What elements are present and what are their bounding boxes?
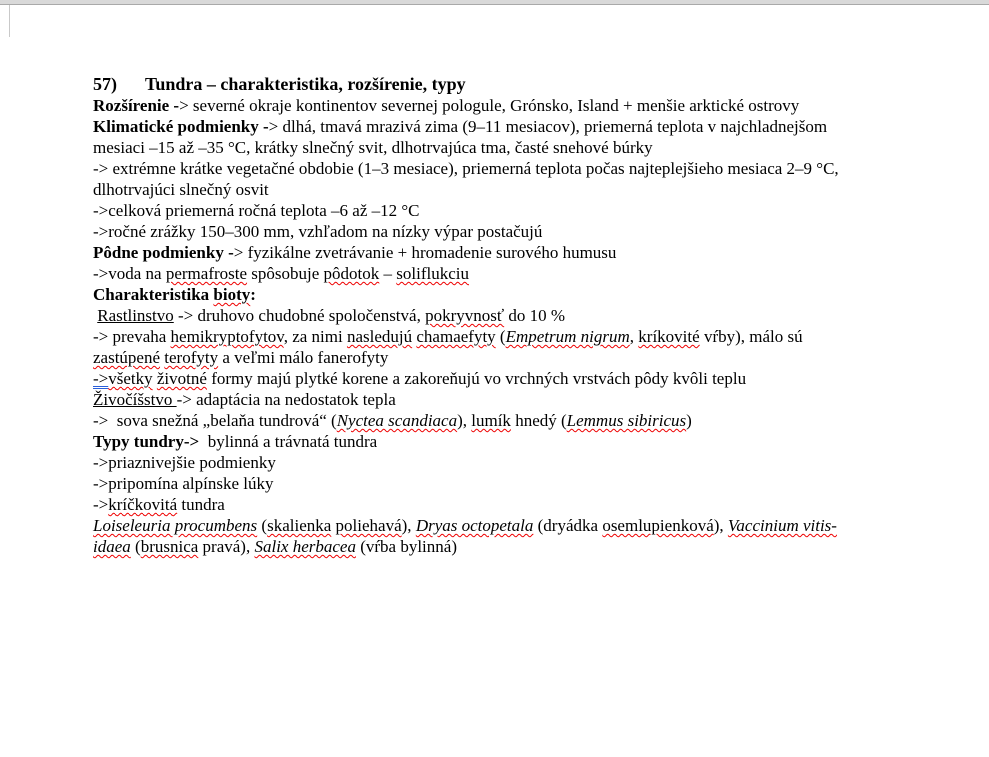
text-segment: -> adaptácia na nedostatok tepla [176, 390, 396, 409]
text-segment: pokryvnosť [425, 306, 505, 325]
text-segment: 57) [93, 74, 117, 94]
text-segment: -> druhovo chudobné spoločenstvá, [173, 306, 426, 325]
text-segment: ->voda na [93, 264, 166, 283]
text-segment: soliflukciu [396, 264, 469, 283]
text-line [93, 137, 943, 158]
text-segment: ( [495, 327, 506, 346]
text-segment: bylinná a trávnatá tundra [199, 432, 378, 451]
text-line [93, 389, 943, 410]
text-line [93, 179, 943, 200]
text-segment: pôdotok [323, 264, 380, 283]
text-segment: nasledujú [346, 327, 413, 346]
text-segment: : [250, 285, 256, 304]
text-segment: ->celková priemerná ročná teplota –6 až –12 °C [93, 201, 420, 220]
text-segment: Vaccinium vitis- [727, 516, 837, 535]
text-line [93, 473, 943, 494]
text-segment: životné [156, 369, 207, 388]
text-segment: – [379, 264, 397, 283]
text-segment: ), [457, 411, 472, 430]
text-segment: bioty [213, 285, 251, 304]
text-segment: ( [130, 537, 141, 556]
text-segment: Empetrum nigrum [505, 327, 630, 346]
text-segment: všetky [108, 369, 153, 388]
text-line [93, 284, 943, 305]
text-line [93, 347, 943, 368]
text-segment: ->ročné zrážky 150–300 mm, vzhľadom na nízky výpar postačujú [93, 222, 543, 241]
text-segment: -> [93, 495, 109, 514]
text-segment: brusnica [140, 537, 199, 556]
text-segment: dlhotrvajúci slnečný osvit [93, 180, 269, 199]
text-line [93, 452, 943, 473]
text-segment: Loiseleuria procumbens [93, 516, 258, 535]
text-segment: pravá), [198, 537, 255, 556]
text-segment: Salix herbacea [254, 537, 356, 556]
text-segment: (dryádka [533, 516, 603, 535]
text-segment: > fyzikálne zvetrávanie + hromadenie surového humusu [233, 243, 617, 262]
text-line [93, 326, 943, 347]
text-segment: lumík [471, 411, 511, 430]
text-segment: tundra [177, 495, 225, 514]
text-segment: hemikryptofytov [170, 327, 284, 346]
text-line [93, 158, 943, 179]
text-segment: vŕby), málo sú [699, 327, 803, 346]
text-segment: terofyty [164, 348, 219, 367]
text-segment: Charakteristika [93, 285, 214, 304]
text-segment: -> sova snežná „belaňa tundrová“ ( [93, 411, 337, 430]
text-segment: mesiaci –15 až –35 °C, krátky slnečný svit, dlhotrvajúca tma, časté snehové búrky [93, 138, 653, 157]
text-line [93, 536, 943, 557]
text-segment: Tundra – charakteristika, rozšírenie, typy [145, 74, 466, 94]
text-segment: Rozšírenie - [93, 96, 180, 115]
text-segment: chamaefyty [416, 327, 496, 346]
text-line [93, 221, 943, 242]
text-segment: ->priaznivejšie podmienky [93, 453, 276, 472]
text-segment: Živočíšstvo [93, 390, 177, 409]
text-segment: Rastlinstvo [97, 306, 174, 325]
text-segment: -> [93, 369, 109, 388]
text-segment: kríčkovitá [108, 495, 178, 514]
text-segment: do 10 % [504, 306, 566, 325]
text-segment: osemlupienková [602, 516, 714, 535]
text-segment: poliehavá [335, 516, 402, 535]
text-line [93, 263, 943, 284]
text-segment: , [629, 327, 639, 346]
text-segment: Klimatické podmienky - [93, 117, 269, 136]
text-segment: zastúpené [93, 348, 161, 367]
text-line [93, 95, 943, 116]
text-segment: hnedý ( [510, 411, 567, 430]
text-segment: idaea [93, 537, 131, 556]
text-segment: Lemmus sibiricus [566, 411, 687, 430]
text-segment: ->pripomína alpínske lúky [93, 474, 274, 493]
text-segment: Pôdne podmienky - [93, 243, 234, 262]
document-page[interactable] [93, 74, 943, 557]
text-segment: spôsobuje [247, 264, 324, 283]
text-line [93, 515, 943, 536]
text-segment: > dlhá, tmavá mrazivá zima (9–11 mesiacov), priemerná teplota v najchladnejšom [268, 117, 828, 136]
text-line [93, 410, 943, 431]
text-line [93, 116, 943, 137]
text-line [93, 200, 943, 221]
text-segment: -> prevaha [93, 327, 171, 346]
text-segment: ) [686, 411, 692, 430]
text-segment: ), [713, 516, 728, 535]
text-segment: Typy tundry-> [93, 432, 200, 451]
text-segment: Nyctea scandiaca [336, 411, 458, 430]
page-edge-line [9, 5, 10, 37]
text-line [93, 431, 943, 452]
text-line [93, 368, 943, 389]
text-segment: skalienka [267, 516, 332, 535]
text-segment: > severné okraje kontinentov severnej pologule, Grónsko, Island + menšie arktické ostrovy [179, 96, 800, 115]
text-line [93, 305, 943, 326]
text-segment: formy majú plytké korene a zakoreňujú vo vrchných vrstvách pôdy kvôli teplu [206, 369, 747, 388]
text-line [93, 242, 943, 263]
window-top-border [0, 0, 989, 5]
text-segment: permafroste [165, 264, 248, 283]
text-segment: ), [401, 516, 416, 535]
text-segment: a veľmi málo fanerofyty [218, 348, 389, 367]
text-line [93, 494, 943, 515]
text-segment: , za nimi [283, 327, 347, 346]
text-segment: Dryas octopetala [415, 516, 534, 535]
text-segment: ( [257, 516, 268, 535]
text-segment: kríkovité [638, 327, 700, 346]
text-segment: -> extrémne krátke vegetačné obdobie (1–3 mesiace), priemerná teplota počas najteplejšieho mesiaca 2–9 °C, [93, 159, 839, 178]
text-line [93, 74, 943, 95]
text-segment: (vŕba bylinná) [355, 537, 457, 556]
